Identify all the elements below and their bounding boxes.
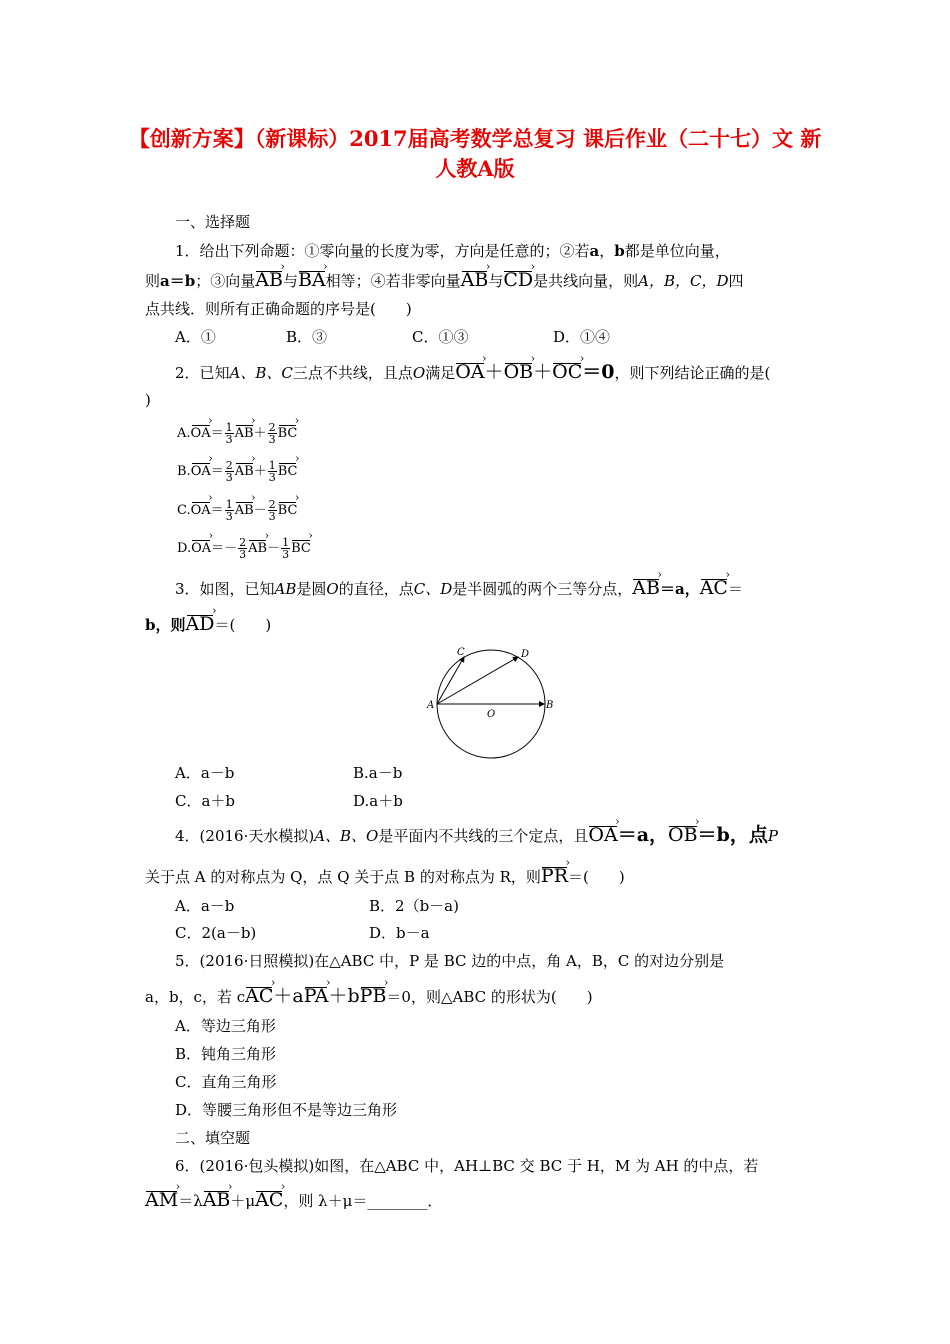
page-title: 【创新方案】（新课标）2017届高考数学总复习 课后作业（二十七）文 新人教A版	[128, 126, 822, 181]
q1-option-c[interactable]: C．①③	[412, 328, 469, 346]
label-o: O	[487, 709, 496, 720]
q5-option-c[interactable]: C．直角三角形	[175, 1073, 277, 1091]
q4-line2: 关于点 A 的对称点为 Q，点 Q 关于点 B 的对称点为 R，则PR ›＝( )	[145, 866, 625, 887]
q3-line1: 3．如图，已知AB是圆O的直径，点C、D是半圆弧的两个三等分点，AB ›＝a，AC ›＝	[175, 578, 743, 599]
q6-line1: 6．(2016·包头模拟)如图，在△ABC 中，AH⊥BC 交 BC 于 H，M 为 AH 的中点，若	[175, 1157, 759, 1175]
q2-line2: )	[145, 391, 151, 409]
q3-option-b[interactable]: B.a－b	[353, 764, 403, 782]
q2-option-b[interactable]: B.OA ›＝ $\frac{2}{3}$ AB ›＋ $\frac{1}{3}$ BC ›	[177, 460, 297, 483]
q1-option-d[interactable]: D．①④	[553, 328, 611, 346]
q6-line2: AM ›＝λAB ›＋μAC ›，则 λ＋μ＝________．	[145, 1190, 442, 1211]
q5-option-b[interactable]: B．钝角三角形	[175, 1045, 277, 1063]
label-b: B	[546, 700, 554, 711]
label-d: D	[521, 649, 530, 660]
q1-line3: 点共线．则所有正确命题的序号是( )	[145, 300, 412, 318]
q2-option-c[interactable]: C.OA ›＝ $\frac{1}{3}$ AB ›－ $\frac{2}{3}$ BC ›	[177, 499, 297, 522]
label-c: C	[457, 647, 465, 658]
q4-option-c[interactable]: C．2(a－b)	[175, 924, 257, 942]
q5-line2: a，b，c，若 cAC ›＋aPA ›＋bPB ›＝0，则△ABC 的形状为( )	[145, 986, 593, 1007]
q1-line2: 则a＝b；③向量AB ›与BA ›相等；④若非零向量AB ›与CD ›是共线向量，则A，B，C，D四	[145, 270, 744, 291]
q5-option-d[interactable]: D．等腰三角形但不是等边三角形	[175, 1101, 398, 1119]
q5-line1: 5．(2016·日照模拟)在△ABC 中，P 是 BC 边的中点，角 A，B，C 的对边分别是	[175, 952, 725, 970]
q1-option-b[interactable]: B．③	[286, 328, 328, 346]
q3-option-c[interactable]: C．a＋b	[175, 792, 236, 810]
vector-ad	[437, 657, 518, 704]
q4-option-a[interactable]: A．a－b	[175, 897, 235, 915]
q2-option-d[interactable]: D.OA ›＝－ $\frac{2}{3}$ AB ›－ $\frac{1}{3}$ BC ›	[177, 537, 311, 560]
section-fill: 二、填空题	[175, 1129, 251, 1147]
q4-option-b[interactable]: B．2（b－a)	[369, 897, 459, 915]
q3-circle-figure	[425, 645, 555, 760]
q2-line1: 2．已知A、B、C三点不共线，且点O满足OA ›＋OB ›＋OC ›＝0，则下列结论正确的是(	[175, 362, 770, 383]
q3-option-d[interactable]: D.a＋b	[353, 792, 403, 810]
q3-option-a[interactable]: A．a－b	[175, 764, 235, 782]
section-choice: 一、选择题	[175, 213, 251, 231]
q5-option-a[interactable]: A．等边三角形	[175, 1017, 276, 1035]
q1-line1: 1．给出下列命题：①零向量的长度为零，方向是任意的；②若a，b都是单位向量，	[175, 242, 730, 260]
q1-option-a[interactable]: A．①	[175, 328, 216, 346]
q4-line1: 4．(2016·天水模拟)A、B、O是平面内不共线的三个定点，且OA ›＝a，OB ›＝b，点P	[175, 825, 778, 846]
q3-line2: b，则AD ›＝( )	[145, 614, 271, 635]
label-a: A	[427, 700, 435, 711]
q2-option-a[interactable]: A.OA ›＝ $\frac{1}{3}$ AB ›＋ $\frac{2}{3}$ BC ›	[177, 422, 297, 445]
q4-option-d[interactable]: D．b－a	[369, 924, 430, 942]
vector-ac	[437, 657, 464, 704]
